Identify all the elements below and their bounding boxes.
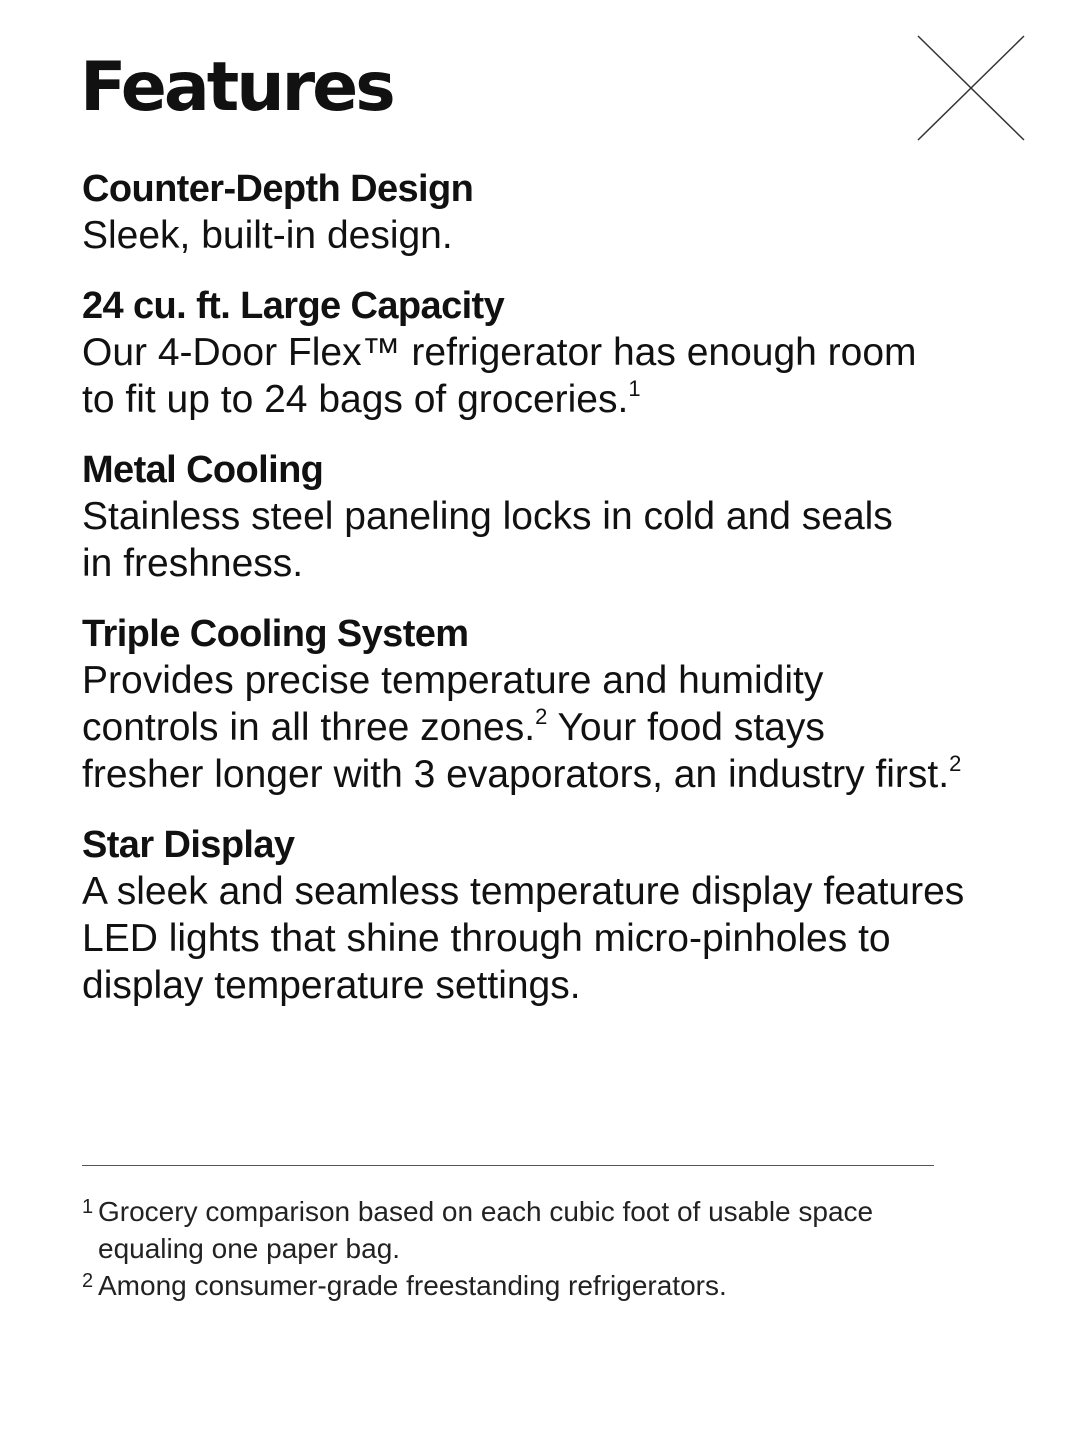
feature-description-line: Provides precise temperature and humidity bbox=[82, 659, 824, 702]
feature-description-line: controls in all three zones. bbox=[82, 706, 536, 749]
feature-item bbox=[82, 822, 1022, 1009]
feature-description-line: in freshness. bbox=[82, 542, 304, 585]
feature-description-line-continuation: Your food stays bbox=[547, 706, 825, 749]
feature-description bbox=[82, 657, 1022, 798]
page-title: Features bbox=[80, 48, 393, 127]
feature-description bbox=[82, 329, 1022, 423]
feature-description-line: Sleek, built-in design. bbox=[82, 214, 453, 257]
feature-description-line: fresher longer with 3 evaporators, an industry first. bbox=[82, 753, 950, 796]
footnote-text: Grocery comparison based on each cubic foot of usable space equaling one paper bag. bbox=[98, 1196, 874, 1264]
footnote-ref: 1 bbox=[628, 376, 641, 401]
feature-description-line: LED lights that shine through micro-pinholes to bbox=[82, 917, 891, 960]
feature-description bbox=[82, 868, 1022, 1009]
feature-title: Star Display bbox=[82, 824, 295, 866]
feature-title: 24 cu. ft. Large Capacity bbox=[82, 285, 505, 327]
feature-item bbox=[82, 447, 1022, 587]
feature-item bbox=[82, 283, 1022, 423]
footnote-divider bbox=[82, 1165, 934, 1166]
feature-description-line: to fit up to 24 bags of groceries. bbox=[82, 378, 629, 421]
footnote-marker: 2 bbox=[82, 1270, 94, 1292]
close-icon bbox=[916, 34, 1026, 142]
footnote-item bbox=[82, 1193, 962, 1267]
footnotes bbox=[82, 1193, 962, 1304]
footnote-text: Among consumer-grade freestanding refrigerators. bbox=[98, 1270, 727, 1301]
feature-description bbox=[82, 493, 1022, 587]
close-button[interactable] bbox=[916, 34, 1026, 142]
feature-description-line: Stainless steel paneling locks in cold and seals bbox=[82, 495, 893, 538]
feature-list bbox=[82, 166, 1022, 1033]
feature-item bbox=[82, 611, 1022, 798]
feature-description-line: A sleek and seamless temperature display features bbox=[82, 870, 965, 913]
feature-title: Counter-Depth Design bbox=[82, 168, 474, 210]
footnote-marker: 1 bbox=[82, 1196, 94, 1218]
feature-description-line: display temperature settings. bbox=[82, 964, 581, 1007]
footnote-ref: 2 bbox=[535, 704, 548, 729]
feature-title: Metal Cooling bbox=[82, 449, 324, 491]
feature-item bbox=[82, 166, 1022, 259]
feature-description-line: Our 4-Door Flex™ refrigerator has enough room bbox=[82, 331, 917, 374]
feature-description bbox=[82, 212, 1022, 259]
footnote-ref: 2 bbox=[949, 751, 962, 776]
footnote-item bbox=[82, 1267, 962, 1304]
feature-title: Triple Cooling System bbox=[82, 613, 469, 655]
